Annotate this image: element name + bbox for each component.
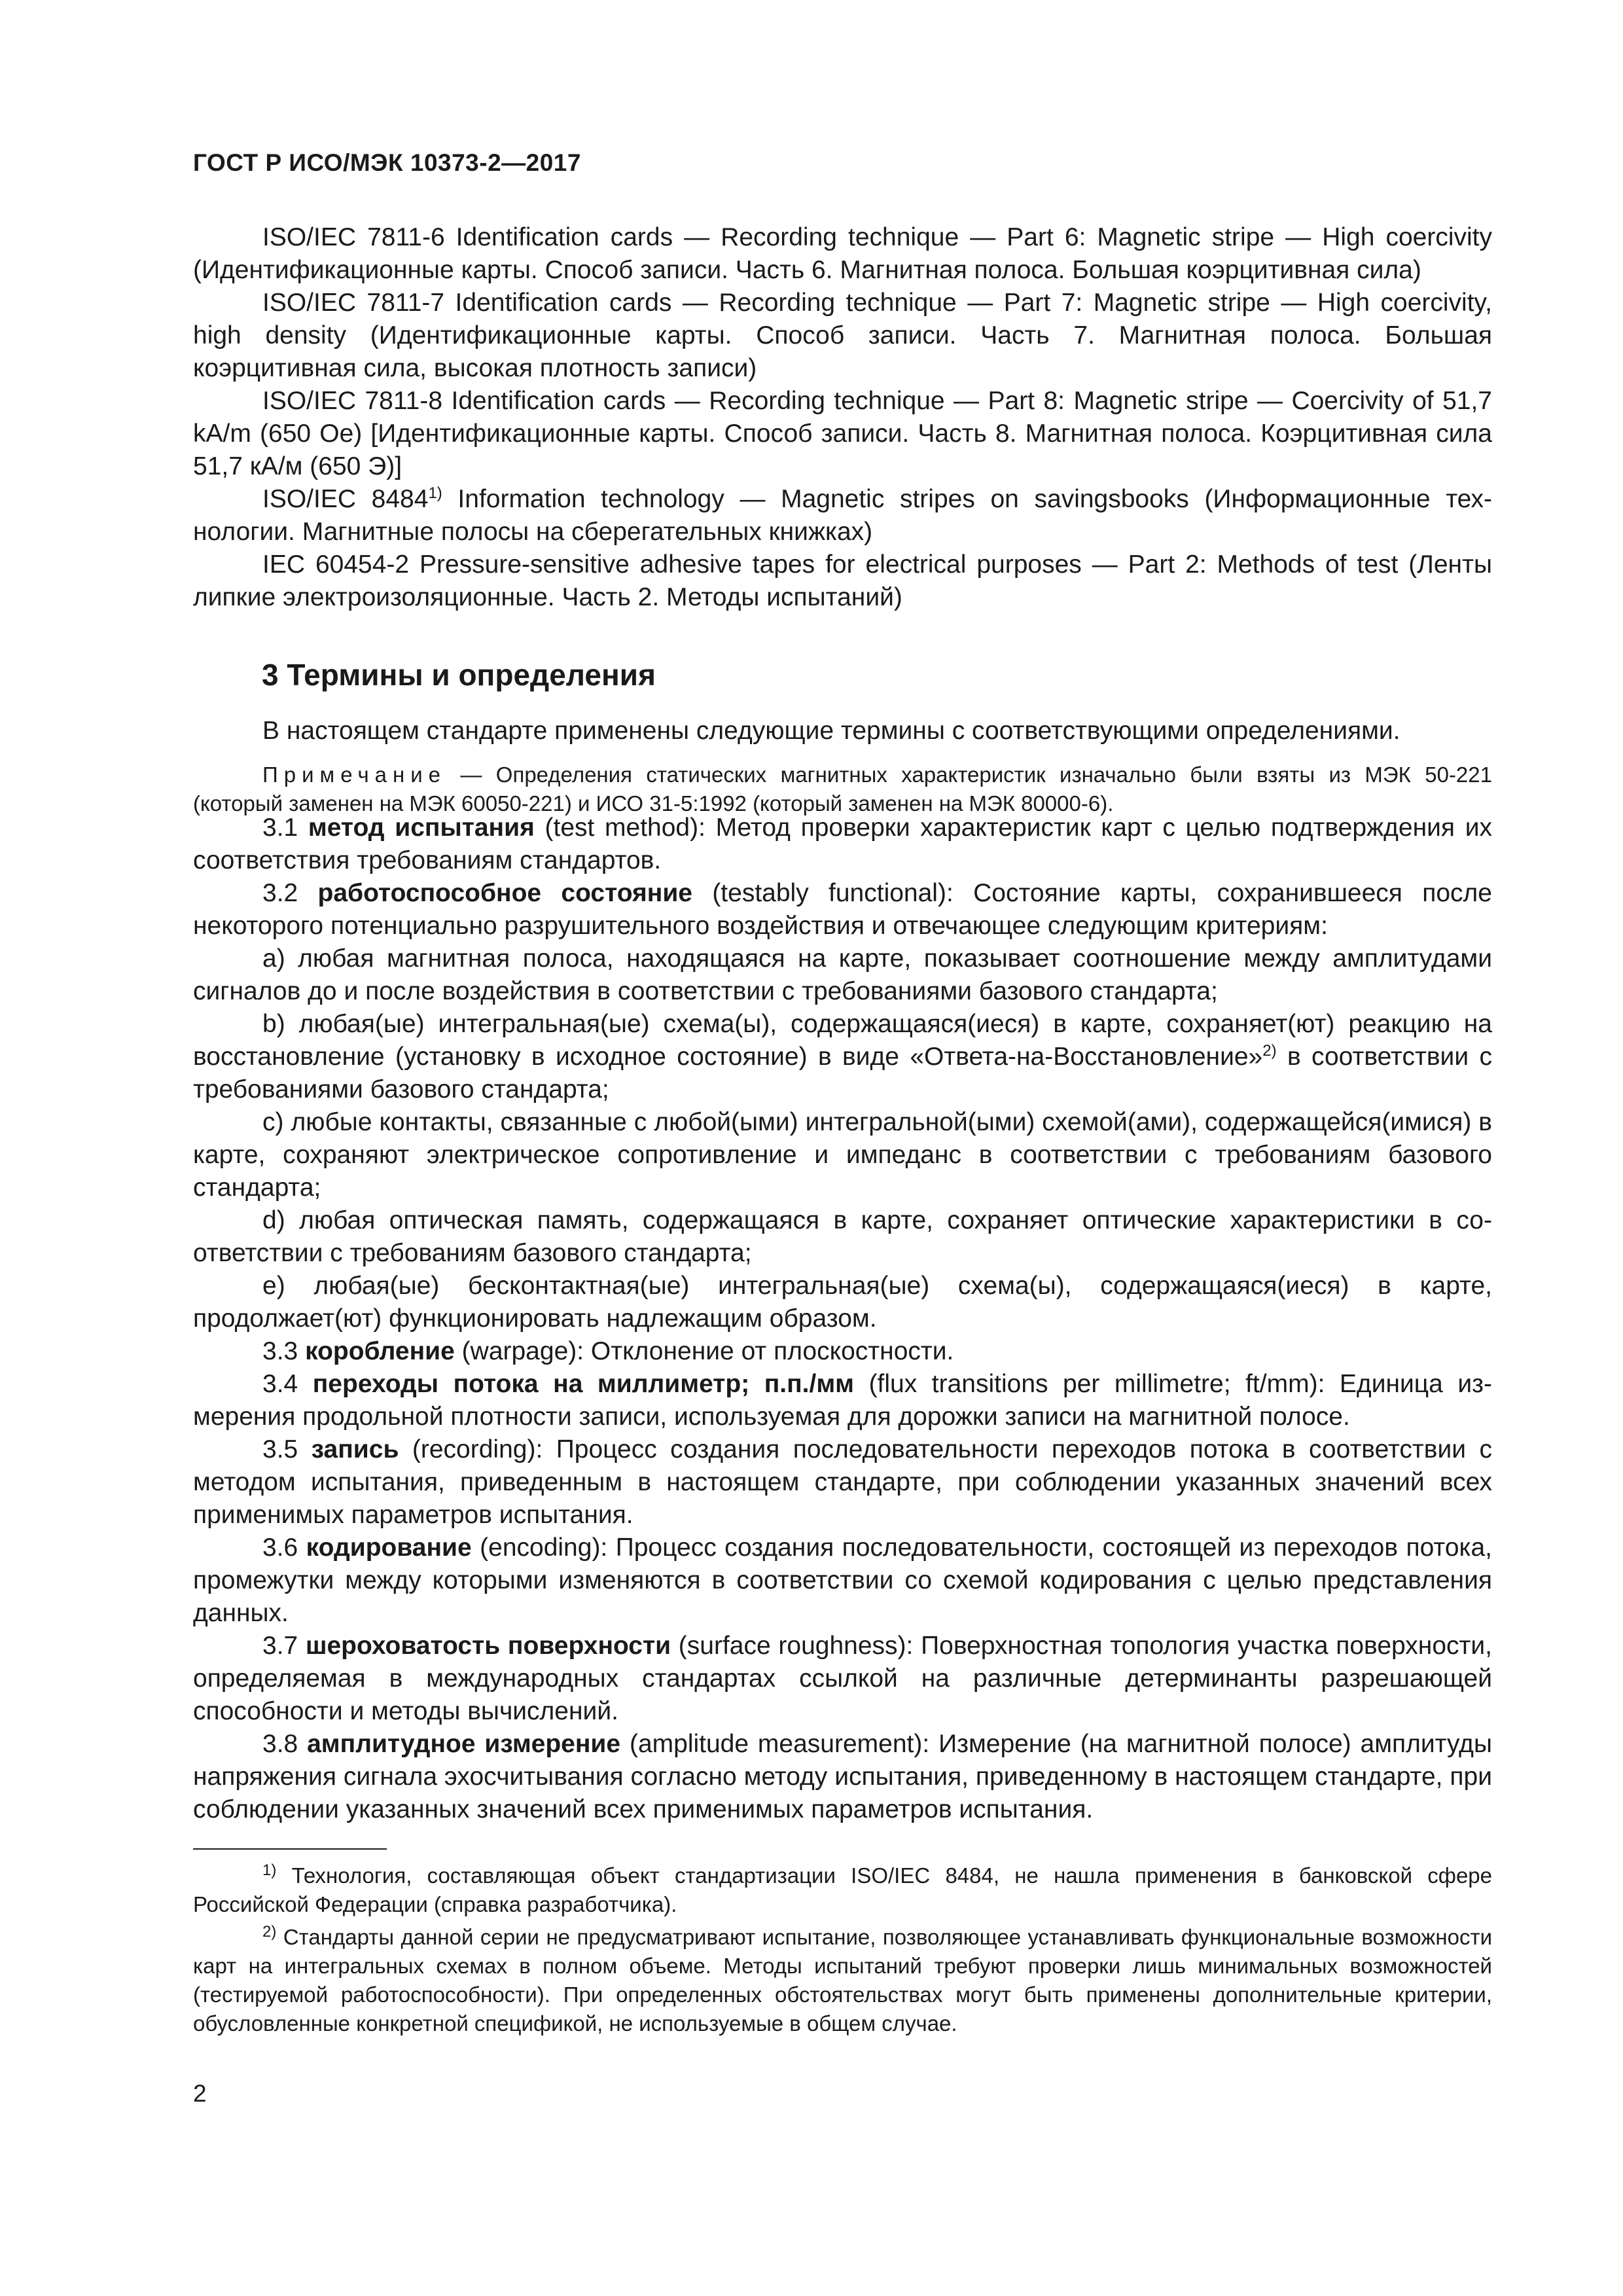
term-name: шероховатость поверхности (305, 1632, 671, 1660)
term-definition: (surface roughness): Поверхностная топология участка поверхности, определяемая в международных стандартах ссылкой на различные детерминанты разрешающей способности и методы вычислений. (193, 1632, 1492, 1725)
term-definition: (warpage): Отклонение от плоскостности. (454, 1337, 954, 1365)
footnote-text: Стандарты данной серии не предусматривают испытание, позволяющее устанавливать функциональные возможности карт на интегральных схемах в полном объеме. Методы испытаний требуют проверки лишь минимальных возможностей (тестируемой работоспособности). При определенных обстоятельствах могут быть применены дополнительные критерии, обусловленные конкретной спецификой, не используемые в общем случае. (193, 1925, 1492, 2036)
criterion-a: а) любая магнитная полоса, находящаяся на карте, показывает соотношение между амплитудами сигналов до и после воздействия в соответствии с требованиями базового стандарта; (193, 944, 1492, 1005)
reference-item: ISO/IEC 7811-6 Identification cards — Recording technique — Part 6: Magnetic stripe — High coercivity (Идентификационные карты. Способ записи. Часть 6. Магнитная полоса. Большая коэрцитивная сила) (193, 223, 1492, 284)
criterion-e: е) любая(ые) бесконтактная(ые) интегральная(ые) схема(ы), содержащаяся(иеся) в карте, продолжает(ют) функционировать надлежащим образом. (193, 1272, 1492, 1333)
footnote-mark: 2) (262, 1923, 277, 1941)
reference-text: Information technology — Magnetic stripes on savingsbooks (Информационные технологии. Магнитные полосы на сберегательных книжках) (193, 485, 1492, 546)
term-number: 3.3 (262, 1337, 298, 1365)
reference-item: ISO/IEC 7811-7 Identification cards — Recording technique — Part 7: Magnetic stripe — High coercivity, high density (Идентификационные карты. Способ записи. Часть 7. Магнитная полоса. Большая коэрцитивная сила, высокая плотность записи) (193, 289, 1492, 382)
term-name: работоспособное состояние (317, 879, 692, 907)
term-3-8 (193, 1728, 1492, 1826)
term-number: 3.4 (262, 1370, 298, 1398)
reference-item: ISO/IEC 7811-8 Identification cards — Recording technique — Part 8: Magnetic stripe — Coercivity of 51,7 kA/m (650 Oe) [Идентификационные карты. Способ записи. Часть 8. Магнитная полоса. Коэрцитивная сила 51,7 кА/м (650 Э)] (193, 387, 1492, 480)
term-definition: (amplitude measurement): Измерение (на магнитной полосе) амплитуды напряжения сигнала эхосчитывания согласно методу испытания, приведенному в настоящем стандарте, при соблюдении указанных значений всех применимых параметров испытания. (193, 1730, 1492, 1823)
term-definition: (testably functional): Состояние карты, сохранившееся после некоторого потенциально разрушительного воздействия и отвечающее следующим критериям: (193, 879, 1492, 940)
page-number: 2 (193, 2080, 207, 2107)
term-number: 3.8 (262, 1730, 298, 1758)
term-name: коробление (305, 1337, 455, 1365)
term-3-4 (193, 1368, 1492, 1433)
term-name: переходы потока на миллиметр; п.п./мм (312, 1370, 855, 1398)
term-number: 3.5 (262, 1435, 298, 1463)
term-number: 3.2 (262, 879, 298, 907)
term-3-5 (193, 1433, 1492, 1532)
term-number: 3.6 (262, 1534, 298, 1562)
term-number: 3.7 (262, 1632, 298, 1660)
reference-item (193, 483, 1492, 548)
terms-list (193, 812, 1492, 1826)
term-3-7 (193, 1630, 1492, 1728)
term-definition: (flux transitions per millimetre; ft/mm): Единица измерения продольной плотности записи, используемая для дорожки записи на магнитной полосе. (193, 1370, 1493, 1431)
term-name: амплитудное измерение (307, 1730, 621, 1758)
reference-code: ISO/IEC 8484 (262, 485, 429, 513)
footnote-1 (193, 1861, 1492, 1919)
term-number: 3.1 (262, 814, 298, 842)
criterion-c: с) любые контакты, связанные с любой(ыми) интегральной(ыми) схемой(ами), содержащейся(имися) в карте, сохраняют электрическое сопротивление и импеданс в соответствии с требованиям базового стандарта; (193, 1108, 1492, 1202)
term-definition: (recording): Процесс создания последовательности переходов потока в соответствии с методом испытания, приведенным в настоящем стандарте, при соблюдении указанных значений всех применимых параметров испытания. (193, 1435, 1493, 1529)
footnotes (193, 1861, 1492, 2042)
note-label: Примечание (262, 762, 447, 787)
section-title: 3 Термины и определения (262, 658, 656, 692)
term-3-2 (193, 877, 1492, 942)
normative-references (193, 221, 1492, 614)
term-definition: (encoding): Процесс создания последовательности, состоящей из переходов потока, промежутки между которыми изменяются в соответствии со схемой кодирования с целью представления данных. (193, 1534, 1492, 1627)
note-text: — Определения статических магнитных характеристик изначально были взяты из МЭК 50-221 (который заменен на МЭК 60050-221) и ИСО 31-5:1992 (который заменен на МЭК 80000-6). (193, 762, 1492, 816)
term-3-1 (193, 812, 1492, 877)
criterion-d: d) любая оптическая память, содержащаяся в карте, сохраняет оптические характеристики в соответствии с требованиям базового стандарта; (193, 1206, 1492, 1267)
reference-item: IEC 60454-2 Pressure-sensitive adhesive tapes for electrical purposes — Part 2: Methods of test (Ленты липкие электроизоляционные. Часть 2. Методы испытаний) (193, 550, 1492, 611)
footnote-text: Технология, составляющая объект стандартизации ISO/IEC 8484, не нашла применения в банковской сфере Российской Федерации (справка разработчика). (193, 1863, 1492, 1916)
criterion-b (193, 1008, 1492, 1106)
term-name: запись (311, 1435, 399, 1463)
term-3-3 (193, 1335, 1492, 1368)
term-3-6 (193, 1532, 1492, 1630)
footnote-mark: 1) (262, 1861, 277, 1879)
footnote-ref[interactable]: 1) (428, 484, 442, 502)
footnote-divider (193, 1848, 387, 1850)
criterion-text: в соответствии с требованиями базового стандарта; (193, 1043, 1492, 1103)
note (193, 761, 1492, 818)
term-definition: (test method): Метод проверки характеристик карт с целью подтверждения их соответствия требованиям стандартов. (193, 814, 1492, 874)
term-name: метод испытания (308, 814, 535, 842)
section-intro: В настоящем стандарте применены следующие термины с соответствующими определениями. (262, 717, 1400, 745)
footnote-2 (193, 1923, 1492, 2038)
page-header: ГОСТ Р ИСО/МЭК 10373-2—2017 (193, 149, 581, 176)
footnote-ref[interactable]: 2) (1262, 1042, 1277, 1060)
criterion-text: b) любая(ые) интегральная(ые) схема(ы), содержащаяся(иеся) в карте, сохраняет(ют) реакцию на восстановление (установку в исходное состояние) в виде «Ответа-на-Восстановление» (193, 1010, 1492, 1071)
term-name: кодирование (306, 1534, 472, 1562)
